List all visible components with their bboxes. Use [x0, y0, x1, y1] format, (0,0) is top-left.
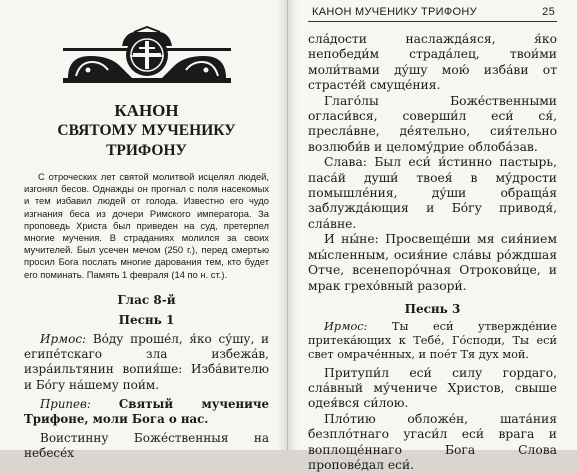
- song-heading: Песнь 1: [118, 312, 175, 327]
- pripev-text: Святый мучениче Трифоне, моли Бога о нас.: [24, 397, 269, 427]
- gutter-shadow: [277, 0, 287, 450]
- text-paragraph: сла́дости наслажда́яся, я́ко непобеди́м страда́лец, твои́ми моли́твами ду́шу мою́ изба́ви от страсте́й смуще́ния.: [308, 32, 557, 93]
- text-paragraph: Глаго́лы Боже́ственными огласи́вся, соверши́л еси́ ся́, пресла́вне, де́ятельно, сия́тельно возлюби́в и целому́дрие облоба́зав.: [308, 93, 557, 154]
- gutter-shadow: [288, 0, 298, 450]
- header-title: КАНОН МУЧЕНИКУ ТРИФОНУ: [312, 6, 477, 18]
- ornament-headpiece-icon: [62, 26, 232, 84]
- irmos-paragraph: [24, 332, 269, 393]
- irmos-label: Ирмос:: [324, 319, 368, 333]
- i-nyne-text: Просвеще́ши мя сия́нием мы́сленным, осия́ние сла́вы ро́ждшая Отче, всенепоро́чная Отрокови́це, и мрак грехо́вный разори́.: [308, 232, 558, 293]
- page-number: 25: [542, 6, 555, 18]
- running-header: [308, 6, 557, 22]
- irmos-paragraph: [308, 320, 557, 363]
- left-page: [0, 0, 287, 461]
- i-nyne-paragraph: [308, 232, 557, 294]
- slava-label: Слава:: [324, 155, 367, 170]
- slava-text: Был еси́ и́стинно пастырь, паса́й души́ твоея́ в му́дрости помышле́ния, ду́ши обраща́я заблужда́ющия и Бо́гу приводя́, сла́вне.: [308, 155, 557, 231]
- slava-paragraph: [308, 155, 557, 232]
- text-paragraph: Притупи́л еси́ силу гордаго, сла́вный му́чениче Христов, свыше одея́вся си́лою.: [308, 365, 557, 411]
- troparion-start: Воистинну Боже́ственныя на небесе́х: [24, 431, 269, 461]
- irmos-text: Ты еси́ утвержде́ние притека́ющих к Тебе́, Го́споди, Ты еси́ свет омраче́нных, и пое́т Тя дух мой.: [308, 319, 557, 362]
- irmos-text: Во́ду проше́л, я́ко су́шу, и египе́тскаго зла избежа́в, изра́ильтянин вопия́ше: Изба́вителю и Бо́гу на́шему пои́м.: [24, 331, 269, 392]
- right-page: [287, 0, 577, 472]
- canon-title: КАНОН: [114, 101, 179, 120]
- glas-heading: Глас 8-й: [117, 292, 176, 307]
- pripev-paragraph: [24, 397, 269, 427]
- pripev-label: Припев:: [40, 397, 91, 412]
- intro-text: С отроческих лет святой молитвой исцелял людей, изгонял бесов. Однажды он прогнал с поля насекомых и тем избавил людей от голода. Известно его чудо изгнания беса из дочери Римского императора. За проповедь Христа был приведен на суд, претерпел многие мучения. В страданиях молился за своих мучителей. Был усечен мечом (250 г.), перед смертью просил Бога послать многие дарования тем, кто будет его поминать. Память 1 февраля (14 по н. ст.).: [24, 171, 269, 280]
- song-heading: Песнь 3: [404, 301, 461, 316]
- text-paragraph: Пло́тию обложе́н, шата́ния безпло́тнаго угаси́л еси́ врага и воплоще́ннаго Бога Слова пропове́дал еси́.: [308, 411, 557, 472]
- i-nyne-label: И ны́не:: [324, 232, 379, 247]
- canon-subtitle: СВЯТОМУ МУЧЕНИКУ ТРИФОНУ: [57, 122, 236, 159]
- irmos-label: Ирмос:: [40, 331, 87, 346]
